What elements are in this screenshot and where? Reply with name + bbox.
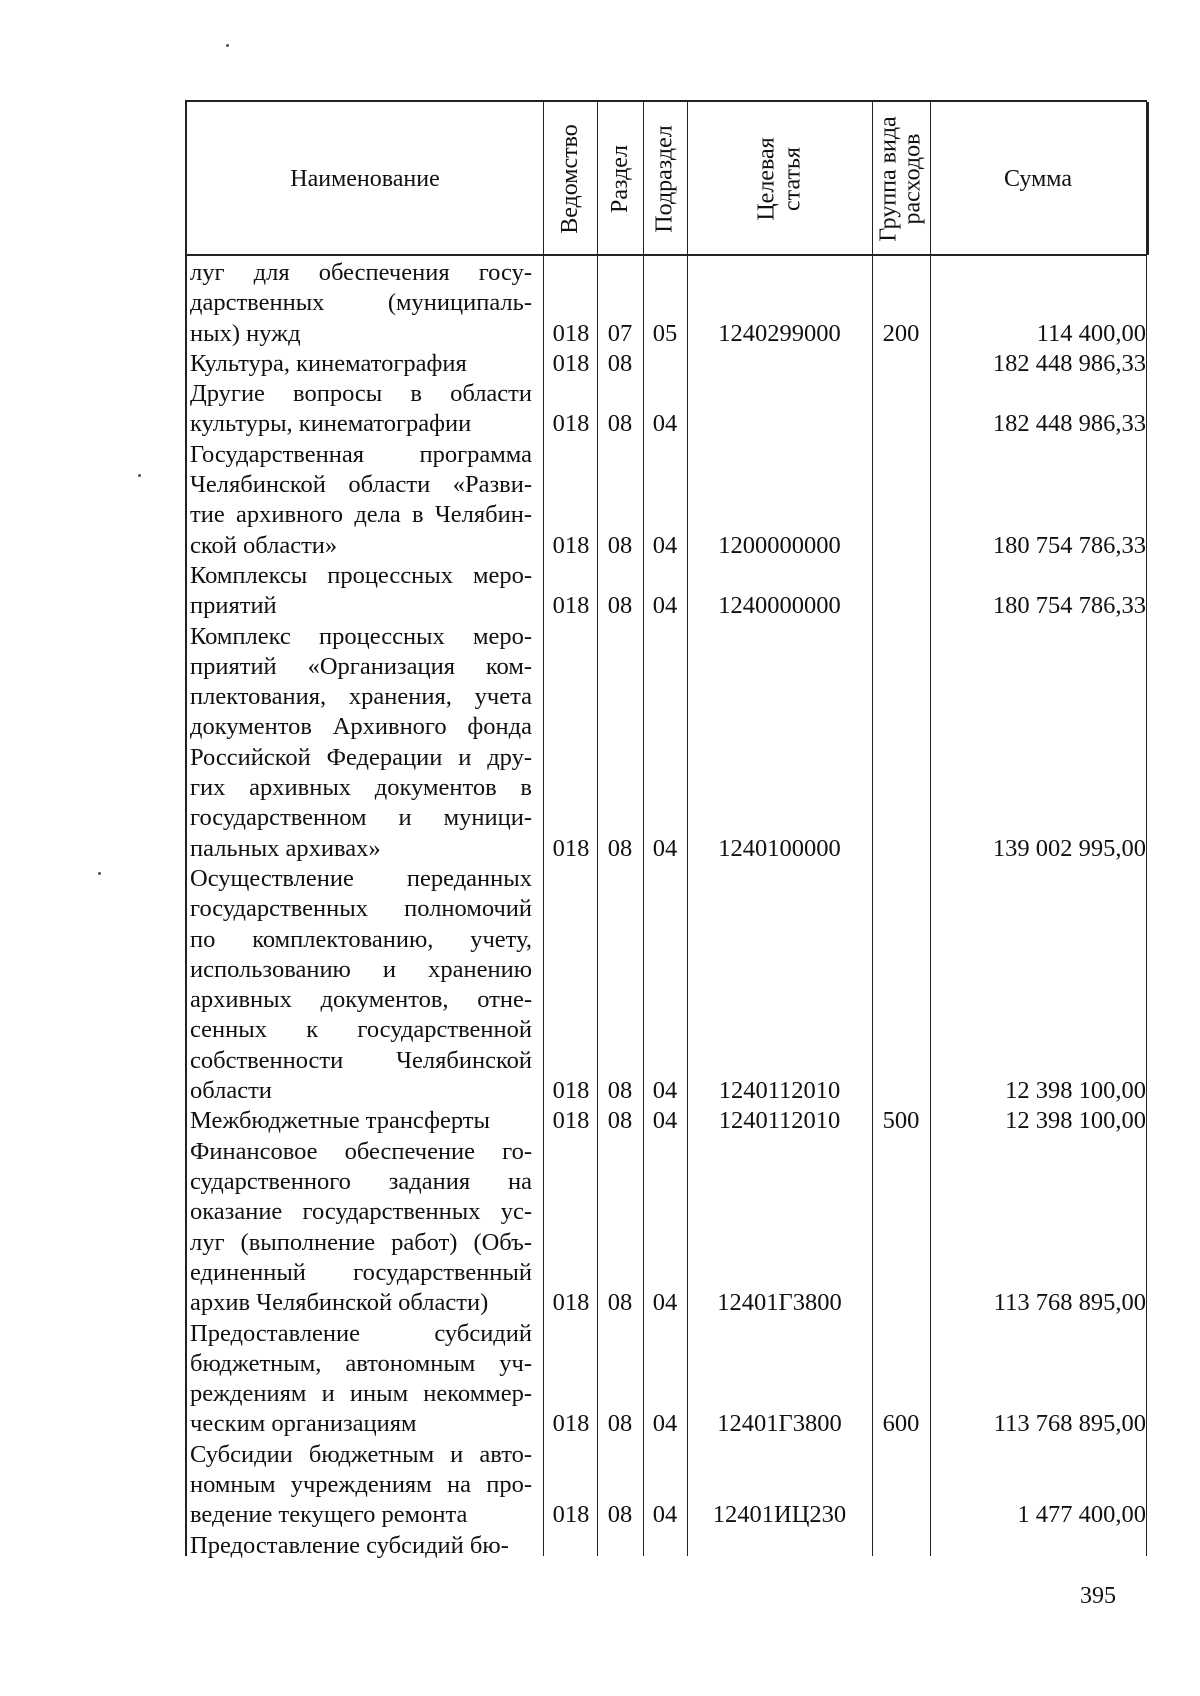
cell-razdel: 08: [607, 834, 633, 862]
row-name: [190, 258, 532, 349]
cell-vedomstvo: 018: [552, 1410, 590, 1438]
row-name-line: области: [190, 1077, 272, 1105]
header-gruppa-line2: расходов: [900, 133, 926, 224]
row-name: [190, 1440, 532, 1531]
row-name-line: приятий «Организация ком-: [190, 652, 532, 680]
row-name-line: дарственных (муниципаль-: [190, 289, 532, 317]
cell-summa: 113 768 895,00: [993, 1410, 1146, 1438]
cell-vedomstvo: 018: [552, 410, 590, 438]
row-name: [190, 622, 532, 864]
row-name-line: Финансовое обеспечение го-: [190, 1137, 532, 1165]
row-name-line: Государственная программа: [190, 440, 532, 468]
cell-vedomstvo: 018: [552, 1077, 590, 1105]
row-name-line: государственном и муници-: [190, 804, 532, 832]
cell-razdel: 08: [607, 531, 633, 559]
cell-summa: 139 002 995,00: [992, 834, 1146, 862]
cell-vedomstvo: 018: [552, 592, 590, 620]
cell-summa: 12 398 100,00: [1005, 1107, 1146, 1135]
header-vedomstvo-label: Ведомство: [557, 123, 583, 234]
header-summa-label: Сумма: [1004, 165, 1072, 192]
cell-summa: 180 754 786,33: [992, 592, 1146, 620]
row-name-line: Российской Федерации и дру-: [190, 743, 532, 771]
row-name-line: Осуществление переданных: [190, 865, 532, 892]
cell-summa: 113 768 895,00: [993, 1289, 1146, 1317]
cell-celevaya: 1240112010: [718, 1077, 841, 1105]
row-name-line: собственности Челябинской: [190, 1046, 532, 1074]
table-row: [187, 1440, 1149, 1531]
cell-vedomstvo: 018: [552, 1289, 590, 1317]
header-celevaya-line1: Целевая: [753, 136, 780, 221]
row-name-line: ных) нужд: [190, 319, 301, 347]
row-name: [190, 1531, 532, 1561]
row-name: [190, 379, 532, 440]
cell-razdel: 08: [607, 410, 633, 438]
cell-summa: 12 398 100,00: [1005, 1077, 1146, 1105]
header-name: [187, 102, 543, 255]
table-row: [187, 864, 1149, 1106]
cell-vedomstvo: 018: [552, 834, 590, 862]
cell-celevaya: 12401ИЦ230: [712, 1501, 847, 1529]
row-name: [190, 1106, 532, 1136]
row-name: [190, 1319, 532, 1440]
cell-summa: 180 754 786,33: [992, 531, 1146, 559]
cell-gruppa: 200: [882, 319, 920, 347]
row-name: [190, 561, 532, 622]
header-razdel-label: Раздел: [607, 144, 634, 213]
header-podrazdel: [643, 102, 687, 255]
cell-summa: 182 448 986,33: [992, 410, 1146, 438]
cell-podrazdel: 04: [652, 592, 678, 620]
row-name-line: номным учреждениям на про-: [190, 1470, 532, 1498]
cell-razdel: 08: [607, 1107, 633, 1135]
scan-speck: [138, 474, 141, 477]
cell-podrazdel: 04: [652, 1501, 678, 1529]
cell-razdel: 08: [607, 1501, 633, 1529]
cell-celevaya: 12401Г3800: [717, 1289, 842, 1317]
row-name-line: по комплектованию, учету,: [190, 925, 532, 953]
row-name-line: Другие вопросы в области: [190, 380, 532, 408]
cell-razdel: 08: [607, 1289, 633, 1317]
cell-podrazdel: 04: [652, 1289, 678, 1317]
cell-celevaya: 1200000000: [718, 531, 841, 559]
table-row: [187, 1319, 1149, 1440]
cell-celevaya: 1240100000: [718, 834, 841, 862]
row-name-line: луг для обеспечения госу-: [190, 259, 532, 286]
table-row: [187, 622, 1149, 864]
table-row: [187, 349, 1149, 379]
table-row: [187, 1106, 1149, 1136]
row-name-line: документов Архивного фонда: [190, 713, 532, 741]
scan-speck: [226, 44, 229, 47]
row-name-line: Предоставление субсидий бю-: [190, 1531, 509, 1559]
row-name-line: бюджетным, автономным уч-: [190, 1349, 532, 1377]
header-vedomstvo: [543, 102, 597, 255]
row-name: [190, 349, 532, 379]
table-right-border: [1147, 102, 1149, 255]
cell-razdel: 08: [607, 1410, 633, 1438]
header-name-label: Наименование: [290, 165, 440, 192]
row-name-line: плектования, хранения, учета: [190, 683, 532, 711]
cell-celevaya: 12401Г3800: [717, 1410, 842, 1438]
row-name-line: единенный государственный: [190, 1258, 532, 1286]
cell-gruppa: 600: [882, 1410, 920, 1438]
cell-celevaya: 1240000000: [718, 592, 841, 620]
cell-podrazdel: 04: [652, 1077, 678, 1105]
cell-podrazdel: 04: [652, 1107, 678, 1135]
table-row: [187, 1137, 1149, 1319]
row-name-line: луг (выполнение работ) (Объ-: [190, 1228, 532, 1256]
row-name-line: использованию и хранению: [190, 955, 532, 983]
row-name-line: Предоставление субсидий: [190, 1319, 532, 1347]
table-row: [187, 561, 1149, 622]
row-name-line: Комплексы процессных меро-: [190, 562, 532, 589]
row-name-line: сударственного задания на: [190, 1167, 532, 1195]
row-name-line: архив Челябинской области): [190, 1289, 489, 1317]
cell-razdel: 07: [607, 319, 633, 347]
row-name: [190, 864, 532, 1106]
cell-razdel: 08: [607, 1077, 633, 1105]
cell-razdel: 08: [607, 349, 633, 377]
scan-speck: [98, 872, 101, 875]
row-name-line: Культура, кинематография: [190, 349, 467, 377]
cell-summa: 182 448 986,33: [992, 349, 1146, 377]
row-name-line: пальных архивах»: [190, 834, 381, 862]
row-name-line: тие архивного дела в Челябин-: [190, 501, 532, 529]
row-name-line: сенных к государственной: [190, 1016, 532, 1044]
cell-podrazdel: 04: [652, 1410, 678, 1438]
row-name-line: Челябинской области «Разви-: [190, 471, 532, 499]
row-name-line: государственных полномочий: [190, 895, 532, 923]
header-podrazdel-label: Подраздел: [652, 124, 679, 233]
row-name-line: Комплекс процессных меро-: [190, 622, 532, 650]
cell-vedomstvo: 018: [552, 349, 590, 377]
cell-celevaya: 1240299000: [718, 319, 841, 347]
table-row: [187, 1531, 1149, 1561]
header-gruppa-line1: Группа вида: [876, 115, 902, 242]
header-gruppa: [872, 102, 930, 255]
row-name-line: ской области»: [190, 531, 338, 559]
cell-vedomstvo: 018: [552, 531, 590, 559]
cell-razdel: 08: [607, 592, 633, 620]
row-name-line: оказание государственных ус-: [190, 1198, 532, 1226]
row-name-line: культуры, кинематографии: [190, 410, 472, 438]
cell-vedomstvo: 018: [552, 1501, 590, 1529]
row-name-line: ведение текущего ремонта: [190, 1501, 468, 1529]
row-name: [190, 1137, 532, 1319]
row-name-line: ческим организациям: [190, 1410, 417, 1438]
row-name-line: реждениям и иным некоммер-: [190, 1380, 532, 1408]
table-row: [187, 258, 1149, 349]
row-name-line: гих архивных документов в: [190, 774, 532, 802]
header-celevaya-line2: статья: [779, 146, 806, 211]
cell-podrazdel: 04: [652, 410, 678, 438]
row-name: [190, 440, 532, 561]
cell-podrazdel: 05: [652, 319, 678, 347]
row-name-line: Субсидии бюджетным и авто-: [190, 1440, 532, 1468]
row-name-line: Межбюджетные трансферты: [190, 1107, 490, 1135]
budget-table: [185, 100, 1147, 1559]
header-razdel: [597, 102, 643, 255]
cell-podrazdel: 04: [652, 834, 678, 862]
row-name-line: приятий: [190, 592, 277, 620]
table-row: [187, 379, 1149, 440]
header-celevaya: [687, 102, 872, 255]
page-number: 395: [1080, 1583, 1116, 1609]
table-row: [187, 440, 1149, 561]
row-name-line: архивных документов, отне-: [190, 986, 532, 1014]
cell-summa: 1 477 400,00: [1017, 1501, 1146, 1529]
cell-celevaya: 1240112010: [718, 1107, 841, 1135]
cell-vedomstvo: 018: [552, 1107, 590, 1135]
cell-vedomstvo: 018: [552, 319, 590, 347]
cell-summa: 114 400,00: [1036, 319, 1146, 347]
header-summa: [930, 102, 1146, 255]
cell-podrazdel: 04: [652, 531, 678, 559]
cell-gruppa: 500: [882, 1107, 920, 1135]
